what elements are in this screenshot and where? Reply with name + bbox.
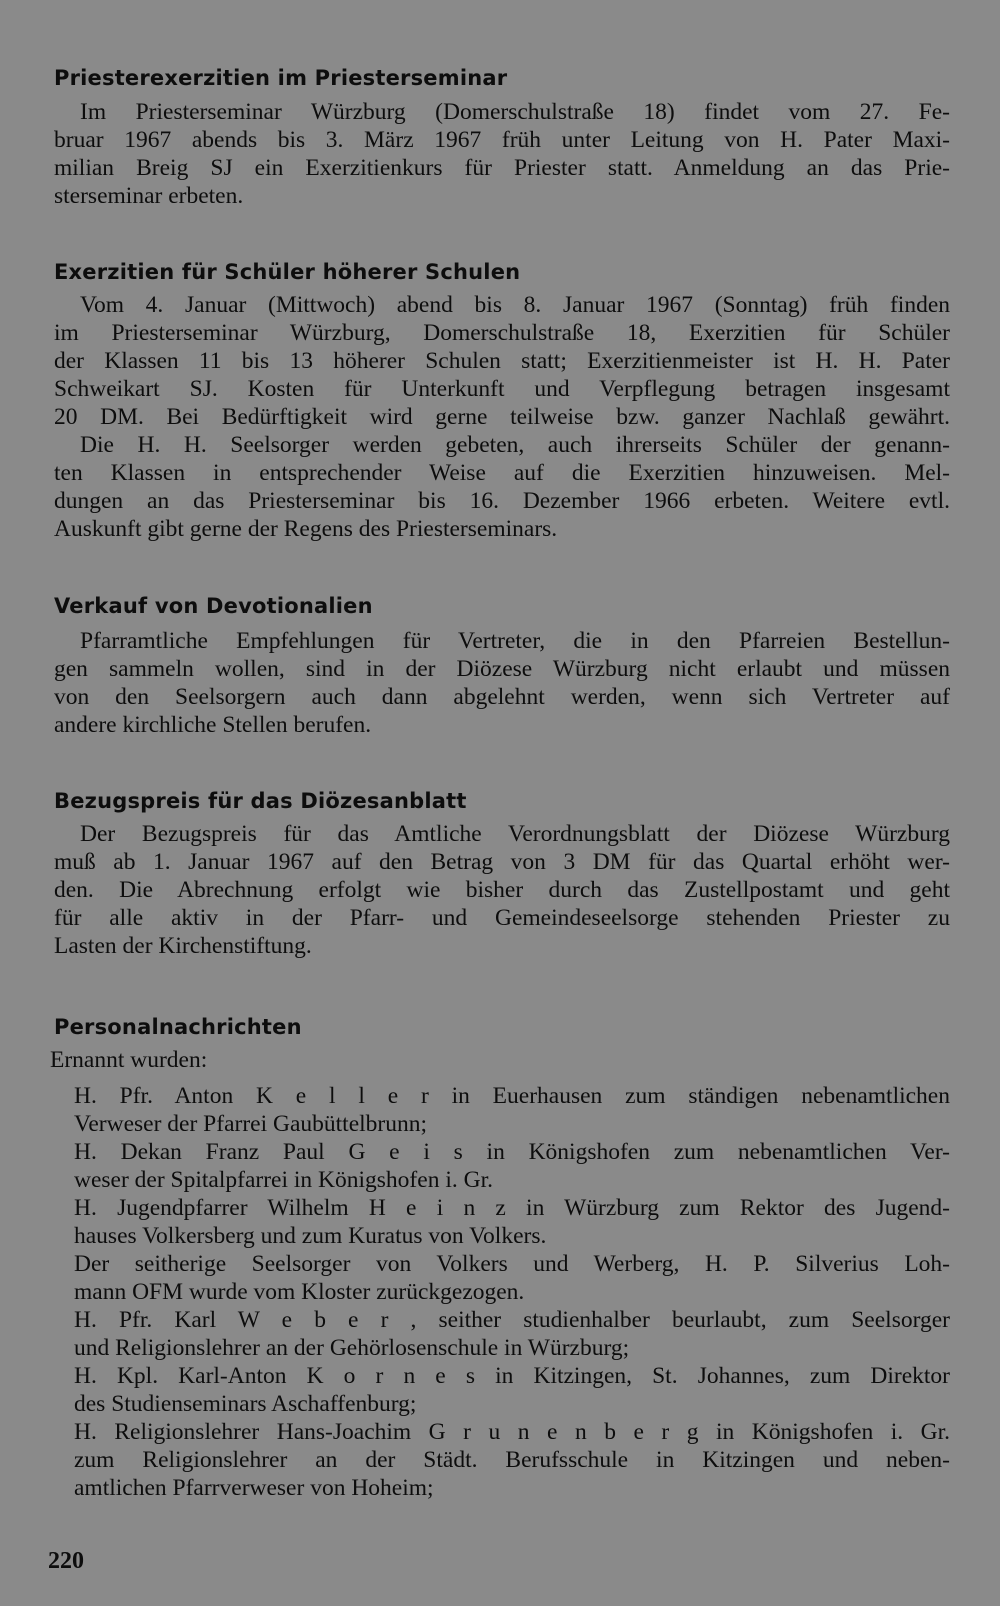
paragraph-line: Verweser der Pfarrei Gaubüttelbrunn;: [74, 1111, 428, 1137]
section-heading: Verkauf von Devotionalien: [54, 594, 373, 618]
paragraph-line: Auskunft gibt gerne der Regens des Priesterseminars.: [54, 516, 558, 542]
section-heading: Bezugspreis für das Diözesanblatt: [54, 789, 467, 813]
paragraph-line: Vom 4. Januar (Mittwoch) abend bis 8. Januar 1967 (Sonntag) früh finden: [80, 292, 950, 318]
paragraph-line: milian Breig SJ ein Exerzitienkurs für Priester statt. Anmeldung an das Prie-: [54, 155, 950, 181]
paragraph-line: der Klassen 11 bis 13 höherer Schulen statt; Exerzitienmeister ist H. H. Pater: [54, 348, 950, 374]
intro-line: Ernannt wurden:: [50, 1047, 208, 1073]
paragraph-line: bruar 1967 abends bis 3. März 1967 früh unter Leitung von H. Pater Maxi-: [54, 127, 950, 153]
paragraph-line: den. Die Abrechnung erfolgt wie bisher durch das Zustellpostamt und geht: [54, 877, 950, 903]
paragraph-line: zum Religionslehrer an der Städt. Berufsschule in Kitzingen und neben-: [74, 1447, 950, 1473]
paragraph-line: 20 DM. Bei Bedürftigkeit wird gerne teilweise bzw. ganzer Nachlaß gewährt.: [54, 404, 950, 430]
paragraph-line: Schweikart SJ. Kosten für Unterkunft und Verpflegung betragen insgesamt: [54, 376, 950, 402]
paragraph-line: und Religionslehrer an der Gehörlosenschule in Würzburg;: [74, 1335, 630, 1361]
paragraph-line: Die H. H. Seelsorger werden gebeten, auch ihrerseits Schüler der genann-: [80, 432, 950, 458]
paragraph-line: weser der Spitalpfarrei in Königshofen i. Gr.: [74, 1167, 493, 1193]
paragraph-line: von den Seelsorgern auch dann abgelehnt werden, wenn sich Vertreter auf: [54, 684, 950, 710]
section-heading: Priesterexerzitien im Priesterseminar: [54, 66, 508, 90]
paragraph-line: andere kirchliche Stellen berufen.: [54, 712, 372, 738]
paragraph-line: H. Pfr. Anton K e l l e r in Euerhausen zum ständigen nebenamtlichen: [74, 1083, 950, 1109]
paragraph-line: H. Religionslehrer Hans-Joachim G r u n e n b e r g in Königshofen i. Gr.: [74, 1419, 950, 1445]
section-heading: Exerzitien für Schüler höherer Schulen: [54, 260, 521, 284]
paragraph-line: H. Kpl. Karl-Anton K o r n e s in Kitzingen, St. Johannes, zum Direktor: [74, 1363, 950, 1389]
paragraph-line: für alle aktiv in der Pfarr- und Gemeindeseelsorge stehenden Priester zu: [54, 905, 950, 931]
paragraph-line: Lasten der Kirchenstiftung.: [54, 933, 312, 959]
paragraph-line: im Priesterseminar Würzburg, Domerschulstraße 18, Exerzitien für Schüler: [54, 320, 950, 346]
paragraph-line: amtlichen Pfarrverweser von Hoheim;: [74, 1475, 434, 1501]
paragraph-line: Der seitherige Seelsorger von Volkers und Werberg, H. P. Silverius Loh-: [74, 1251, 950, 1277]
paragraph-line: ten Klassen in entsprechender Weise auf die Exerzitien hinzuweisen. Mel-: [54, 460, 950, 486]
paragraph-line: sterseminar erbeten.: [54, 183, 244, 209]
page-number: 220: [48, 1548, 84, 1574]
paragraph-line: dungen an das Priesterseminar bis 16. Dezember 1966 erbeten. Weitere evtl.: [54, 488, 950, 514]
paragraph-line: Der Bezugspreis für das Amtliche Verordnungsblatt der Diözese Würzburg: [80, 821, 950, 847]
section-heading: Personalnachrichten: [54, 1015, 302, 1039]
paragraph-line: H. Dekan Franz Paul G e i s in Königshofen zum nebenamtlichen Ver-: [74, 1139, 950, 1165]
paragraph-line: H. Pfr. Karl W e b e r , seither studienhalber beurlaubt, zum Seelsorger: [74, 1307, 950, 1333]
paragraph-line: Im Priesterseminar Würzburg (Domerschulstraße 18) findet vom 27. Fe-: [80, 99, 950, 125]
paragraph-line: H. Jugendpfarrer Wilhelm H e i n z in Würzburg zum Rektor des Jugend-: [74, 1195, 950, 1221]
paragraph-line: mann OFM wurde vom Kloster zurückgezogen.: [74, 1279, 525, 1305]
paragraph-line: Pfarramtliche Empfehlungen für Vertreter, die in den Pfarreien Bestellun-: [80, 628, 950, 654]
paragraph-line: muß ab 1. Januar 1967 auf den Betrag von 3 DM für das Quartal erhöht wer-: [54, 849, 950, 875]
paragraph-line: des Studienseminars Aschaffenburg;: [74, 1391, 417, 1417]
paragraph-line: gen sammeln wollen, sind in der Diözese Würzburg nicht erlaubt und müssen: [54, 656, 950, 682]
paragraph-line: hauses Volkersberg und zum Kuratus von Volkers.: [74, 1223, 547, 1249]
